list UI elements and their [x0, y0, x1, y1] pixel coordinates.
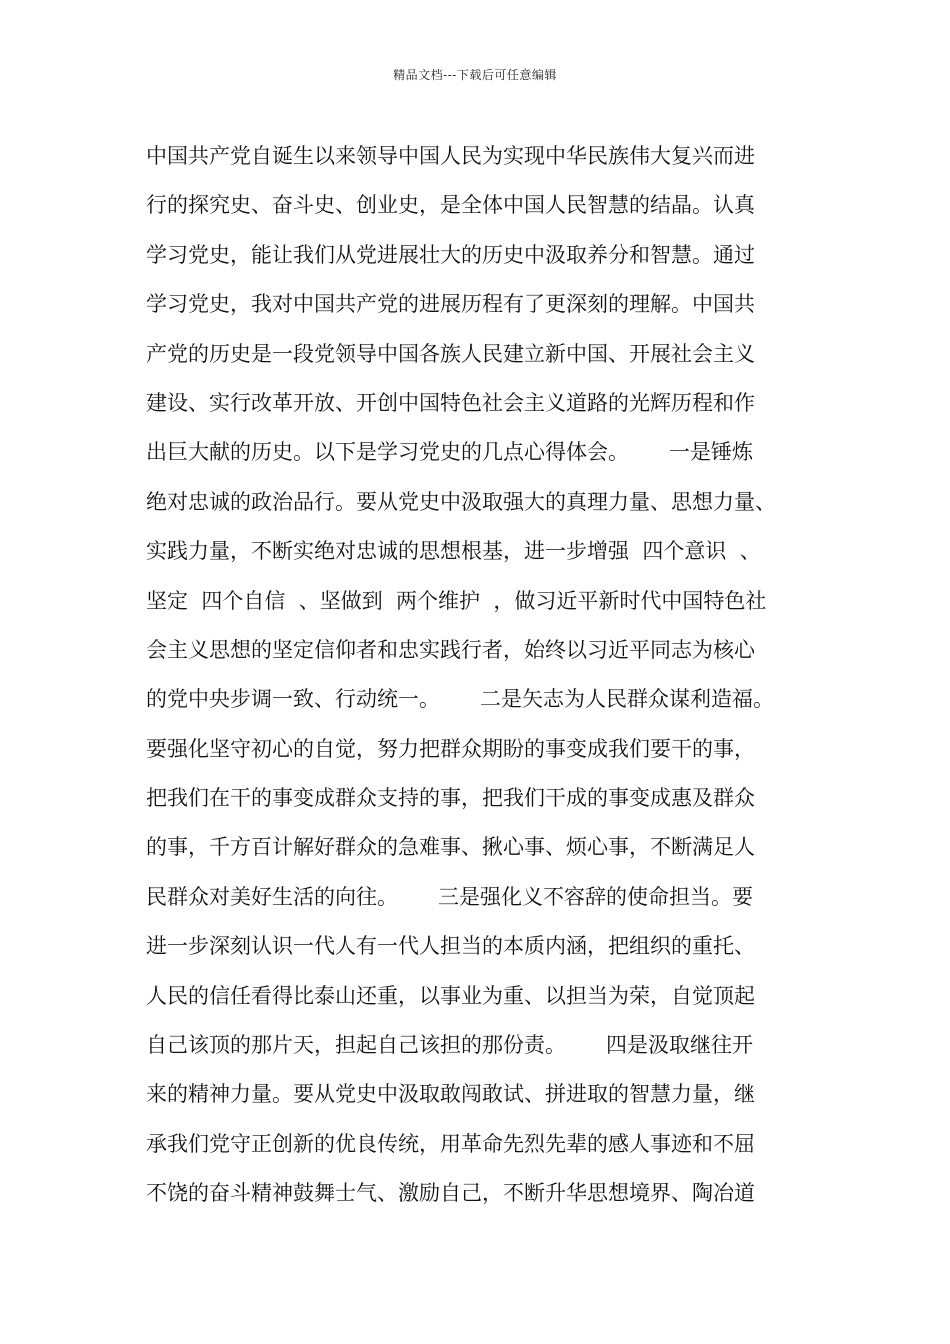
- text-line: 承我们党守正创新的优良传统，用革命先烈先辈的感人事迹和不屈: [146, 1131, 755, 1156]
- text-line: 行的探究史、奋斗史、创业史，是全体中国人民智慧的结晶。认真: [146, 193, 755, 218]
- text-line: 的党中央步调一致、行动统一。 二是矢志为人民群众谋利造福。: [146, 687, 775, 712]
- text-line: 会主义思想的坚定信仰者和忠实践行者，始终以习近平同志为核心: [146, 637, 755, 662]
- text-line: 建设、实行改革开放、开创中国特色社会主义道路的光辉历程和作: [146, 390, 755, 415]
- body-paragraph: [146, 132, 836, 1219]
- page-header: 精品文档---下载后可任意编辑: [393, 68, 557, 82]
- text-line: 自己该顶的那片天，担起自己该担的那份责。 四是汲取继往开: [146, 1033, 754, 1058]
- text-line: 人民的信任看得比泰山还重，以事业为重、以担当为荣，自觉顶起: [146, 983, 755, 1008]
- text-line: 不饶的奋斗精神鼓舞士气、激励自己，不断升华思想境界、陶冶道: [146, 1181, 755, 1206]
- text-line: 坚定 四个自信 、坚做到 两个维护 ，做习近平新时代中国特色社: [146, 588, 767, 613]
- text-line: 要强化坚守初心的自觉，努力把群众期盼的事变成我们要干的事，: [146, 736, 755, 761]
- text-line: 实践力量，不断实绝对忠诚的思想根基，进一步增强 四个意识 、: [146, 539, 761, 564]
- text-line: 绝对忠诚的政治品行。要从党史中汲取强大的真理力量、思想力量、: [146, 489, 776, 514]
- text-line: 把我们在干的事变成群众支持的事，把我们干成的事变成惠及群众: [146, 786, 755, 811]
- text-line: 进一步深刻认识一代人有一代人担当的本质内涵，把组织的重托、: [146, 934, 755, 959]
- text-line: 出巨大献的历史。以下是学习党史的几点心得体会。 一是锤炼: [146, 440, 754, 465]
- text-line: 来的精神力量。要从党史中汲取敢闯敢试、拼进取的智慧力量，继: [146, 1082, 755, 1107]
- text-line: 学习党史，我对中国共产党的进展历程有了更深刻的理解。中国共: [146, 292, 755, 317]
- text-line: 产党的历史是一段党领导中国各族人民建立新中国、开展社会主义: [146, 341, 755, 366]
- text-line: 民群众对美好生活的向往。 三是强化义不容辞的使命担当。要: [146, 884, 754, 909]
- text-line: 的事，千方百计解好群众的急难事、揪心事、烦心事，不断满足人: [146, 835, 755, 860]
- text-line: 学习党史，能让我们从党进展壮大的历史中汲取养分和智慧。通过: [146, 242, 755, 267]
- text-line: 中国共产党自诞生以来领导中国人民为实现中华民族伟大复兴而进: [146, 144, 755, 168]
